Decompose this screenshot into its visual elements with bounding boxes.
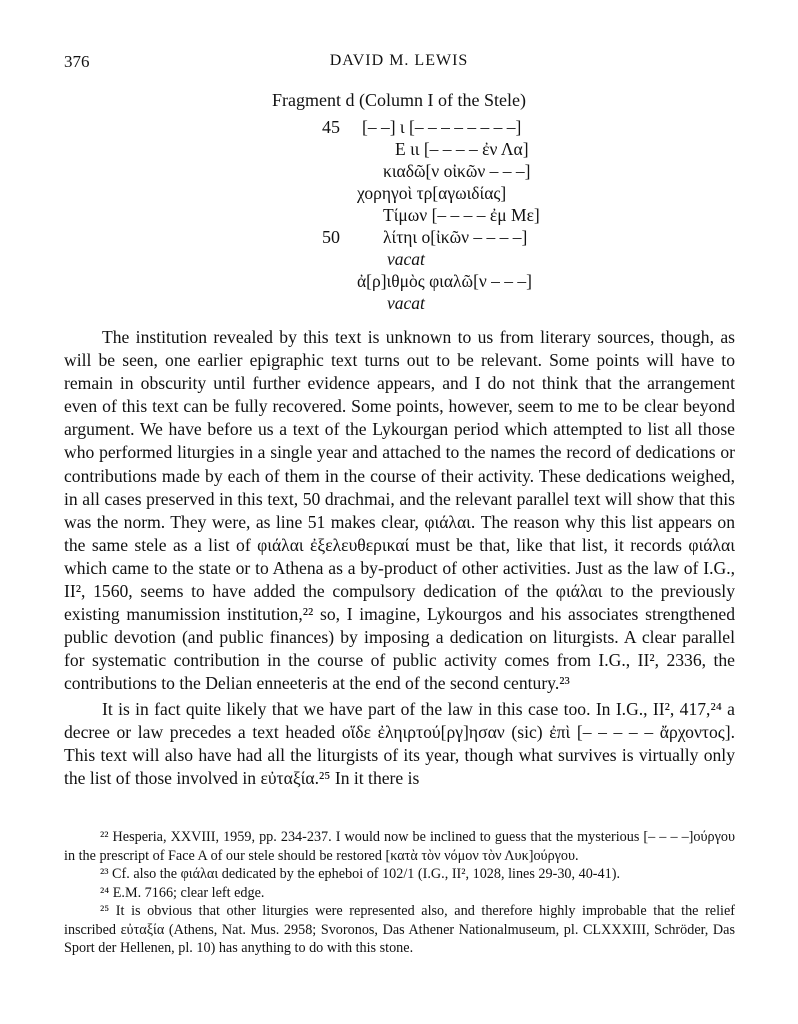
inscription-line: [– –] ι [– – – – – – – –]	[362, 117, 522, 137]
inscription-line: ἀ[ρ]ιθμὸς φιαλῶ[ν – – –]	[357, 271, 533, 291]
line-number-45: 45	[322, 117, 340, 137]
footnote: ²⁵ It is obvious that other liturgies were represented also, and therefore highly improbable that the relief inscribed εὐταξία (Athens, Nat. Mus. 2958; Svoronos, Das Athener Nationalmuseum, pl. CLXXXIII, Schröder, Das Sport der Hellenen, pl. 10) has anything to do with this stone.	[64, 903, 735, 956]
footnotes	[64, 828, 735, 958]
inscription-line: λίτηι ο[ἰκῶν – – – –]	[383, 227, 528, 247]
line-number-50: 50	[322, 227, 340, 247]
inscription-line: Ε ιι [– – – – ἐν Λα]	[395, 139, 529, 159]
footnote: ²⁴ E.M. 7166; clear left edge.	[100, 884, 265, 901]
paragraph: The institution revealed by this text is unknown to us from literary sources, though, as will be seen, one earlier epigraphic text turns out to be relevant. Some points will have to remain in obscurity until further evidence appears, and I do not think that the arrangement even of this text can be fully recovered. Some points, however, seem to me to be clear beyond argument. We have before us a text of the Lykourgan period which attempted to list all those who performed liturgies in a single year and attached to the names the record of dedications or contributions made by each of them in the course of their activity. These dedications weighed, in all cases preserved in this text, 50 drachmai, and the relevant parallel text will show that this was the norm. They were, as line 51 makes clear, φιάλαι. The reason why this list appears on the same stele as a list of φιάλαι ἐξελευθερικαί must be that, like that list, it records φιάλαι which came to the state or to Athena as a by-product of other activities. Just as the law of I.G., II², 1560, seems to have added the compulsory dedication of the φιάλαι to the previously existing manumission institution,²² so, I imagine, Lykourgos and his associates strengthened public devotion (and public finances) by imposing a dedication on liturgists. A clear parallel for systematic contribution in the course of public activity comes from I.G., II², 2336, the contributions to the Delian enneeteris at the end of the second century.²³	[64, 327, 735, 694]
footnote: ²² Hesperia, XXVIII, 1959, pp. 234-237. I would now be inclined to guess that the mysterious [– – – –]ούργου in the prescript of Face A of our stele should be restored [κατὰ τὸν νόμον τὸν Λυκ]ούργου.	[64, 829, 735, 864]
vacat-label: vacat	[387, 293, 425, 313]
inscription-line: κιαδῶ[ν οἰκῶν – – –]	[383, 161, 531, 181]
inscription-line: Τίμων [– – – – ἐμ Με]	[383, 205, 540, 225]
footnote: ²³ Cf. also the φιάλαι dedicated by the epheboi of 102/1 (I.G., II², 1028, lines 29-30, 40-41).	[100, 866, 620, 882]
body-text	[64, 326, 735, 790]
page-number: 376	[64, 52, 90, 71]
inscription-line: χορηγοὶ τρ[αγωιδίας]	[357, 183, 507, 203]
vacat-label: vacat	[387, 249, 425, 269]
fragment-title: Fragment d (Column I of the Stele)	[272, 90, 526, 110]
paragraph: It is in fact quite likely that we have part of the law in this case too. In I.G., II², 417,²⁴ a decree or law precedes a text headed οἵδε ἐληιρτού[ργ]ησαν (sic) ἐπὶ [– – – – – ἄρχοντος]. This text will also have had all the liturgists of its year, though what survives is virtually only the list of those involved in εὐταξία.²⁵ In it there is	[64, 698, 735, 788]
running-head: DAVID M. LEWIS	[329, 52, 469, 69]
